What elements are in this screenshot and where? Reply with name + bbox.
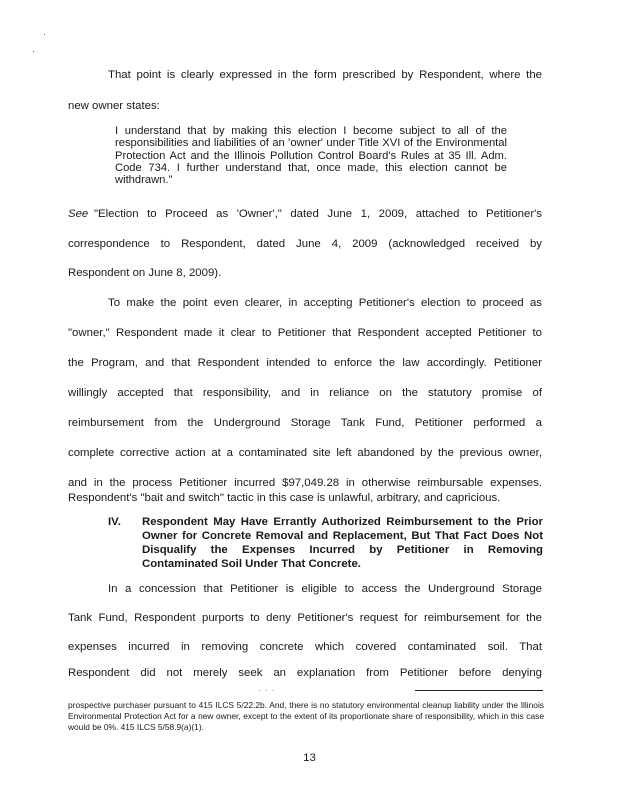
footnote-rule (415, 690, 543, 691)
paragraph-2-line-4: willingly accepted that responsibility, and in reliance on the statutory promise of (68, 387, 542, 399)
paragraph-3-line-4: Respondent did not merely seek an explanation from Petitioner before denying (68, 667, 542, 679)
citation-see (68, 207, 88, 221)
scan-speck (33, 51, 34, 52)
footnote-text: prospective purchaser pursuant to 415 ILCS 5/22.2b. And, there is no statutory environmental cleanup liability under the Illinois Environmental Protection Act for a new owner, except to the extent of its proportionate share of responsibility, which in this case would be 0%. 415 ILCS 5/58.9(a)(1). (68, 700, 544, 732)
paragraph-2-line-1: To make the point even clearer, in accepting Petitioner's election to proceed as (108, 297, 542, 309)
paragraph-1-line-1: That point is clearly expressed in the form prescribed by Respondent, where the (108, 69, 542, 81)
paragraph-2-line-8: Respondent's "bait and switch" tactic in this case is unlawful, arbitrary, and capricious. (68, 492, 501, 504)
page-number: 13 (303, 752, 316, 764)
paragraph-2-line-6: complete corrective action at a contaminated site left abandoned by the previous owner, (68, 447, 542, 459)
paragraph-2-line-2: "owner," Respondent made it clear to Petitioner that Respondent accepted Petitioner to (68, 327, 542, 339)
paragraph-2-line-3: the Program, and that Respondent intended to enforce the law accordingly. Petitioner (68, 357, 542, 369)
citation-line-3: Respondent on June 8, 2009). (68, 267, 222, 279)
citation-line-2: correspondence to Respondent, dated June 4, 2009 (acknowledged received by (68, 238, 542, 250)
citation-signal: See (68, 208, 89, 220)
section-heading: Respondent May Have Errantly Authorized Reimbursement to the Prior Owner for Concrete Removal and Replacement, But That Fact Does Not Disqualify the Expenses Incurred by Petitioner in Removing Contaminated Soil Under That Concrete. (142, 516, 543, 570)
citation-line-1: "Election to Proceed as 'Owner'," dated June 1, 2009, attached to Petitioner's (94, 208, 542, 220)
paragraph-1-line-2: new owner states: (68, 100, 160, 112)
paragraph-3-line-3: expenses incurred in removing concrete which covered contaminated soil. That (68, 641, 542, 653)
paragraph-2-line-5: reimbursement from the Underground Storage Tank Fund, Petitioner performed a (68, 417, 542, 429)
paragraph-2-line-7: and in the process Petitioner incurred $97,049.28 in otherwise reimbursable expenses. (68, 477, 542, 489)
scan-speck (44, 34, 45, 35)
section-number: IV. (108, 516, 121, 528)
paragraph-3-line-2: Tank Fund, Respondent purports to deny Petitioner's request for reimbursement for the (68, 612, 542, 624)
block-quote: I understand that by making this election I become subject to all of the responsibilities and liabilities of an 'owner' under Title XVI of the Environmental Protection Act and the Illinois Pollution Control Board's Rules at 35 Ill. Adm. Code 734. I further understand that, once made, this election cannot be withdrawn." (115, 125, 507, 187)
paragraph-3-line-1: In a concession that Petitioner is eligible to access the Underground Storage (108, 583, 542, 595)
footnote-marks: · · · (258, 686, 276, 695)
